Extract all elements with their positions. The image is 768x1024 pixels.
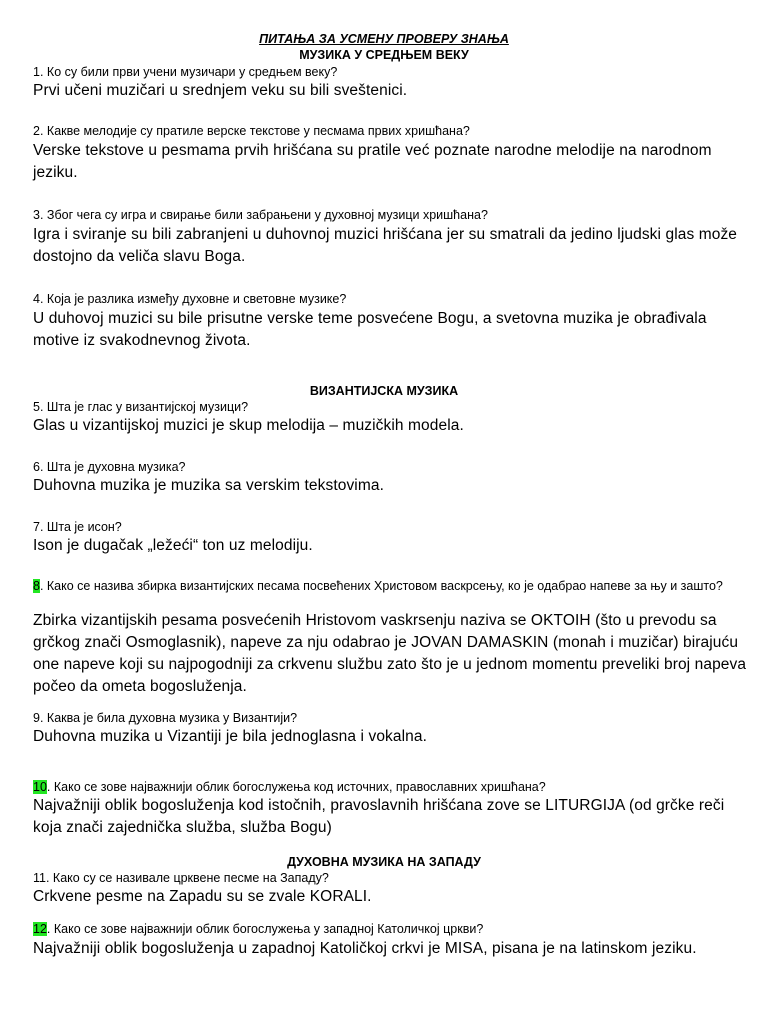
question-5: 5. Шта је глас у византијској музици?	[33, 400, 249, 414]
answer-9: Duhovna muzika u Vizantiji je bila jednoglasna i vokalna.	[33, 728, 428, 745]
answer-10: Najvažniji oblik bogosluženja kod istočnih, pravoslavnih hrišćana zove se LITURGIJA (od grčke reči koja znači zajednička služba, služba Bogu)	[33, 797, 725, 836]
answer-2: Verske tekstove u pesmama prvih hrišćana su pratile već poznate narodne melodije na narodnom jeziku.	[33, 142, 712, 181]
answer-4: U duhovoj muzici su bile prisutne verske teme posvećene Bogu, a svetovna muzika je obrađivala motive iz svakodnevnog života.	[33, 310, 707, 349]
question-3: 3. Због чега су игра и свирање били забрањени у духовној музици хришћана?	[33, 208, 488, 222]
section-heading-byzantine: ВИЗАНТИЈСКА МУЗИКА	[309, 384, 459, 398]
highlight-mark: 12	[33, 922, 47, 936]
answer-1: Prvi učeni muzičari u srednjem veku su bili sveštenici.	[33, 82, 408, 99]
answer-6: Duhovna muzika je muzika sa verskim tekstovima.	[33, 477, 384, 494]
answer-12: Najvažniji oblik bogosluženja u zapadnoj Katoličkoj crkvi je MISA, pisana je na latinskom jeziku.	[33, 940, 697, 957]
section-heading-medieval: МУЗИКА У СРЕДЊЕМ ВЕКУ	[299, 48, 469, 62]
question-9: 9. Каква је била духовна музика у Византији?	[33, 711, 298, 725]
question-12: 12. Како се зове најважнији облик богослужења у западној Католичкој цркви?	[33, 922, 484, 936]
document-title: ПИТАЊА ЗА УСМЕНУ ПРОВЕРУ ЗНАЊА	[259, 32, 509, 46]
answer-11: Crkvene pesme na Zapadu su se zvale KORALI.	[33, 888, 372, 905]
question-8: 8. Како се назива збирка византијских песама посвећених Христовом васкрсењу, ко је одабрао напеве за њу и зашто?	[33, 579, 723, 593]
highlight-mark: 10	[33, 780, 47, 794]
question-6: 6. Шта је духовна музика?	[33, 460, 186, 474]
answer-5: Glas u vizantijskoj muzici je skup melodija – muzičkih modela.	[33, 417, 464, 434]
question-2: 2. Какве мелодије су пратиле верске текстове у песмама првих хришћана?	[33, 124, 470, 138]
answer-3: Igra i sviranje su bili zabranjeni u duhovnoj muzici hrišćana jer su smatrali da jedino ljudski glas može dostojno da veliča slavu Boga.	[33, 226, 738, 265]
question-1: 1. Ко су били први учени музичари у средњем веку?	[33, 65, 338, 79]
question-4: 4. Која је разлика између духовне и световне музике?	[33, 292, 347, 306]
highlight-mark: 8	[33, 579, 40, 593]
question-10: 10. Како се зове најважнији облик богослужења код источних, православних хришћана?	[33, 780, 546, 794]
answer-8: Zbirka vizantijskih pesama posvećenih Hristovom vaskrsenju naziva se OKTOIH (što u prevodu sa grčkog znači Osmoglasnik), napeve za nju odabrao je JOVAN DAMASKIN (monah i muzičar) birajuću one napeve koji su najpogodniji za crkvenu službu zato što je u jednom momentu preveliki broj napeva počeo da ometa bogosluženja.	[33, 612, 747, 695]
question-11: 11. Како су се називале црквене песме на Западу?	[33, 871, 329, 885]
section-heading-west: ДУХОВНА МУЗИКА НА ЗАПАДУ	[287, 855, 481, 869]
answer-7: Ison je dugačak „ležeći“ ton uz melodiju.	[33, 537, 313, 554]
question-7: 7. Шта је исон?	[33, 520, 122, 534]
